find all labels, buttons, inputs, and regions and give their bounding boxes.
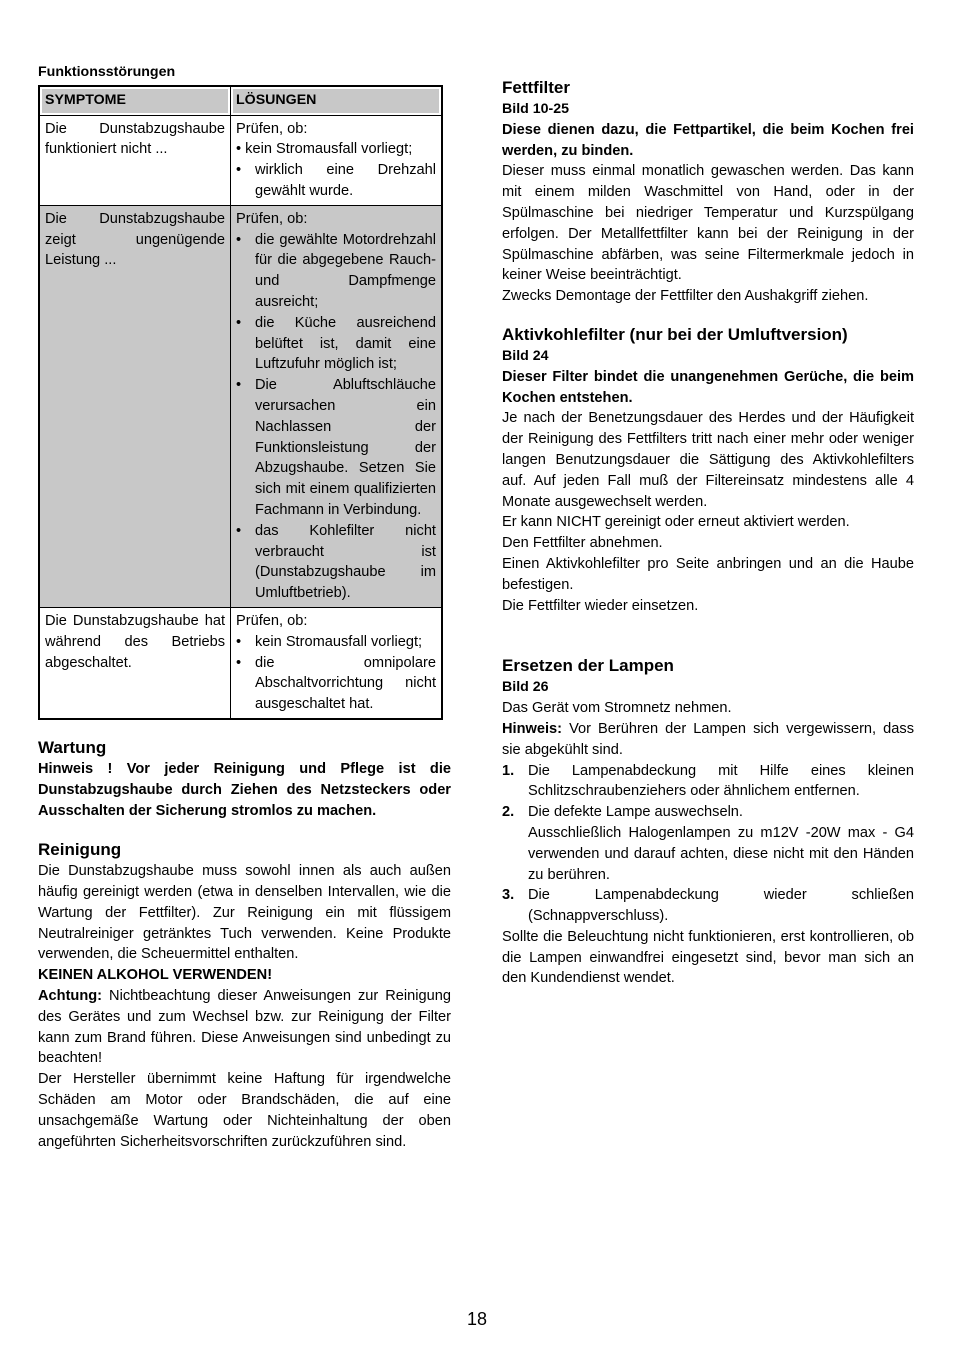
step-number: 1. [502,762,515,779]
step-text-2: Ausschließlich Halogenlampen zu m12V -20W max - G4 verwenden und darauf achten, diese nicht mit den Händen zu berühren. [528,824,914,883]
list-item: • die omnipolare Abschaltvorrichtung nicht ausgeschaltet hat. [236,653,436,715]
column-header-loesungen: LÖSUNGEN [231,86,443,115]
left-column [38,62,451,1152]
lampen-steps [502,761,914,927]
table-row [39,607,442,718]
achtung-label: Achtung: [38,988,103,1005]
solution-list [236,160,436,202]
wartung-section [38,737,451,821]
step-text: Die defekte Lampe auswechseln. [528,804,743,821]
list-item: • die Küche ausreichend belüftet ist, damit eine Luftzufuhr möglich ist; [236,313,436,375]
hinweis-label: Hinweis: [502,720,563,737]
table-header-row [39,86,442,115]
list-item: • das Kohlefilter nicht verbraucht ist (Dunstabzugshaube im Umluftbetrieb). [236,521,436,604]
lampen-section [502,655,914,989]
step-item [502,885,914,927]
solution-list [236,139,436,160]
hinweis-text: Vor Berühren der Lampen sich vergewissern, dass sie abgekühlt sind. [502,720,914,758]
solution-intro: Prüfen, ob: [236,120,308,137]
aktivkohle-paragraph-4: Einen Aktivkohlefilter pro Seite anbringen und an die Haube befestigen. [502,555,914,593]
list-item: • Die Abluftschläuche verursachen ein Nachlassen der Funktionsleistung der Abzugshaube. Setzen Sie sich mit einem qualifizierten Fachmann in Verbindung. [236,375,436,521]
step-item [502,761,914,803]
page-number: 18 [466,1309,488,1329]
aktivkohle-paragraph-2: Er kann NICHT gereinigt oder erneut aktiviert werden. [502,514,850,531]
step-item [502,802,914,885]
solution-intro: Prüfen, ob: [236,612,308,629]
table-row [39,115,442,205]
aktivkohle-figure-ref: Bild 24 [502,347,549,364]
right-column [502,77,914,989]
lampen-figure-ref: Bild 26 [502,679,549,696]
lampen-paragraph: Das Gerät vom Stromnetz nehmen. [502,700,732,717]
fettfilter-paragraph-2: Zwecks Demontage der Fettfilter den Aushakgriff ziehen. [502,288,869,305]
fettfilter-heading: Fettfilter [502,78,570,97]
step-text: Die Lampenabdeckung mit Hilfe eines kleinen Schlitzschraubenziehers oder ähnlichem entfernen. [528,762,914,800]
achtung-paragraph [38,986,451,1069]
fettfilter-lead: Diese dienen dazu, die Fettpartikel, die beim Kochen frei werden, zu binden. [502,121,914,159]
fettfilter-section [502,77,914,307]
list-item: • wirklich eine Drehzahl gewählt wurde. [236,160,436,202]
solution-cell [231,205,443,607]
list-item: • kein Stromausfall vorliegt; [236,632,436,653]
wartung-note: Hinweis ! Vor jeder Reinigung und Pflege ist die Dunstabzugshaube durch Ziehen des Netzsteckers oder Ausschalten der Sicherung stromlos zu machen. [38,760,451,819]
list-item: • kein Stromausfall vorliegt; [236,141,413,158]
step-number: 2. [502,804,515,821]
table-title: Funktionsstörungen [38,64,176,80]
aktivkohle-section [502,324,914,616]
troubleshooting-table [38,85,443,720]
aktivkohle-paragraph-5: Die Fettfilter wieder einsetzen. [502,597,699,614]
reinigung-section [38,839,451,1152]
table-row [39,205,442,607]
aktivkohle-paragraph-3: Den Fettfilter abnehmen. [502,535,663,552]
column-header-symptome: SYMPTOME [39,86,231,115]
aktivkohle-lead: Dieser Filter bindet die unangenehmen Gerüche, die beim Kochen entstehen. [502,368,914,406]
solution-intro: Prüfen, ob: [236,210,308,227]
symptom-cell: Die Dunstabzugshaube hat während des Betriebs abgeschaltet. [39,607,231,718]
symptom-cell: Die Dunstabzugshaube zeigt ungenügende Leistung ... [39,205,231,607]
symptom-cell: Die Dunstabzugshaube funktioniert nicht ... [39,115,231,205]
haftung-paragraph: Der Hersteller übernimmt keine Haftung für irgendwelche Schäden am Motor oder Brandschäden, die auf eine unsachgemäße Wartung oder Nichteinhaltung der oben angeführten Sicherheitsvorschriften zurückzuführen sind. [38,1071,451,1150]
step-text: Die Lampenabdeckung wieder schließen (Schnappverschluss). [528,887,914,925]
lampen-heading: Ersetzen der Lampen [502,656,674,676]
fettfilter-figure-ref: Bild 10-25 [502,101,570,117]
reinigung-paragraph: Die Dunstabzugshaube muss sowohl innen als auch außen häufig gereinigt werden (etwa in denselben Intervallen, wie die Wartung der Fettfilter). Zur Reinigung ein mit flüssigem Neutralreiniger getränktes Tuch verwenden. Keine Produkte verwenden, die Scheuermittel enthalten. [38,863,451,963]
reinigung-heading: Reinigung [38,840,122,860]
solution-list [236,230,436,604]
solution-cell [231,115,443,205]
wartung-heading: Wartung [38,737,107,757]
solution-cell [231,607,443,718]
list-item: • die gewählte Motordrehzahl für die abgegebene Rauch- und Dampfmenge ausreicht; [236,230,436,313]
reinigung-warning: KEINEN ALKOHOL VERWENDEN! [38,967,273,984]
aktivkohle-paragraph: Je nach der Benetzungsdauer des Herdes und der Häufigkeit der Reinigung des Fettfilters tritt nach einer mehr oder weniger langen Benutzungsdauer die Sättigung des Aktivkohlefilters auf. Auf jeden Fall muß der Filtereinsatz mindestens alle 4 Monate ausgewechselt werden. [502,410,914,510]
aktivkohle-heading: Aktivkohlefilter (nur bei der Umluftversion) [502,324,848,344]
fettfilter-paragraph: Dieser muss einmal monatlich gewaschen werden. Das kann mit einem milden Waschmittel von Hand, oder in der Spülmaschine bei niedriger Temperatur und Kurzspülgang erfolgen. Der Metallfettfilter kann bei der Reinigung in der Spülmaschine abfärben, was seine Filtermerkmale jedoch in keiner Weise beeinträchtigt. [502,163,914,284]
lampen-paragraph-2: Sollte die Beleuchtung nicht funktionieren, erst kontrollieren, ob die Lampen einwandfrei eingesetzt sind, bevor man sich an den Kundendienst wendet. [502,928,914,987]
step-number: 3. [502,887,515,904]
hinweis-paragraph [502,719,914,761]
solution-list [236,632,436,715]
achtung-text: Nichtbeachtung dieser Anweisungen zur Reinigung des Gerätes und zum Wechsel bzw. zur Reinigung der Filter kann zum Brand führen. Diese Anweisungen sind unbedingt zu beachten! [38,988,451,1067]
